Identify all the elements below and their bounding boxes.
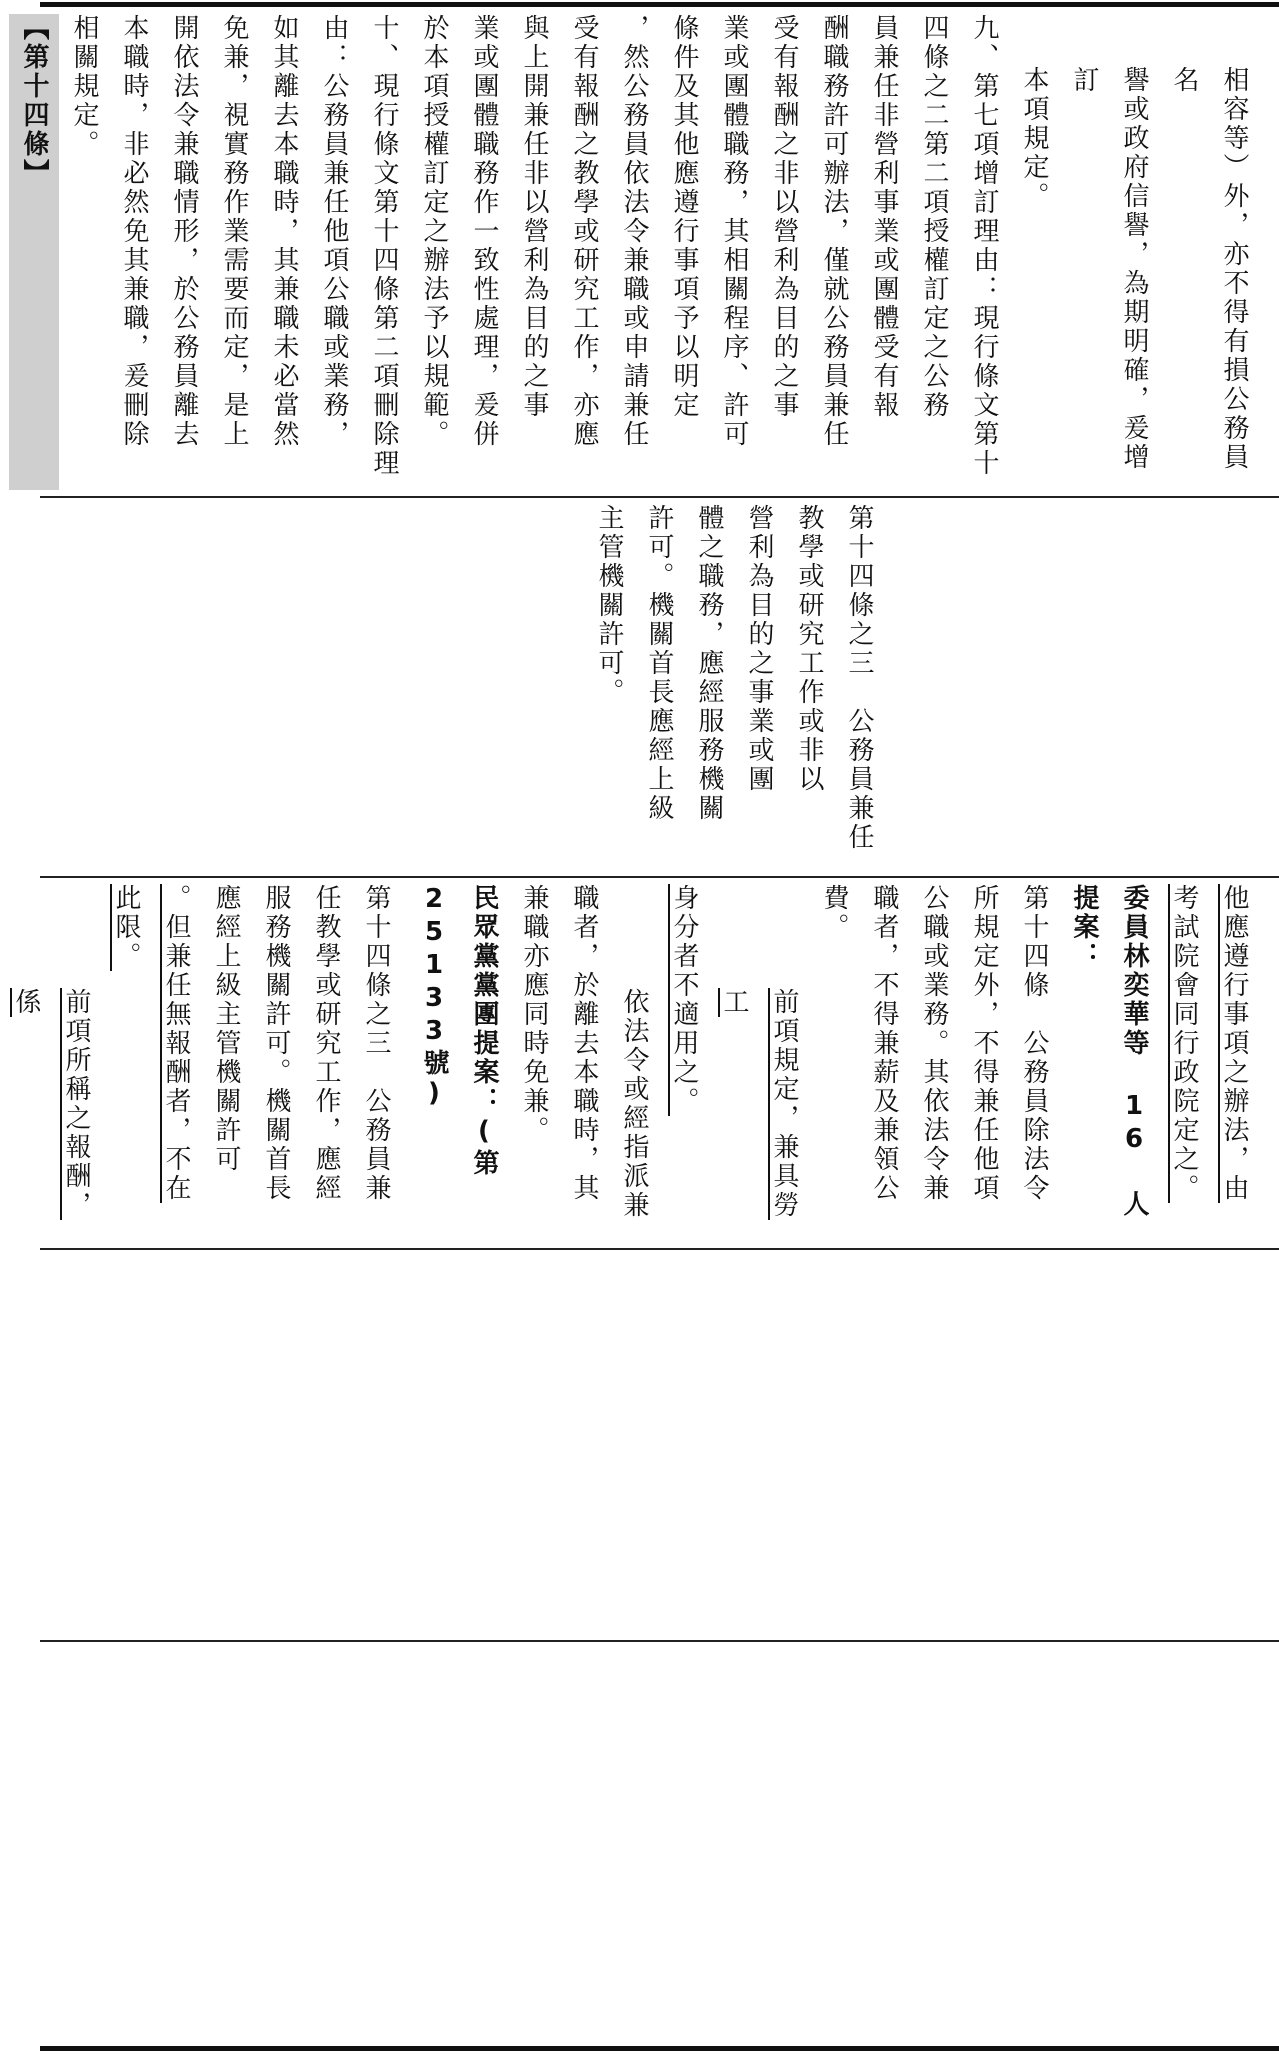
text-line: 十、現行條文第十四條第二項刪除理 — [369, 14, 399, 478]
text-line: 譽或政府信譽，為期明確，爰增訂 — [1069, 66, 1149, 472]
separator-3 — [40, 1248, 1279, 1250]
proposal-2-title: 民眾黨黨團提案：(第25133號) — [419, 884, 499, 1178]
text-line: 依法令或經指派兼 — [619, 988, 649, 1220]
article-line: 許可。機關首長應經上級 — [644, 504, 674, 823]
note-1 — [1009, 14, 1259, 490]
text-line: 任教學或研究工作，應經 — [311, 884, 341, 1203]
text-line: 如其離去本職時，其兼職未必當然 — [269, 14, 299, 449]
text-line: 受有報酬之非以營利為目的之事 — [769, 14, 799, 420]
separator-1 — [40, 496, 1279, 498]
separator-4 — [40, 1640, 1279, 1642]
text-line: 與上開兼任非以營利為目的之事 — [519, 14, 549, 420]
text-line: 相關規定。 — [69, 14, 99, 159]
text-line: 業或團體職務作一致性處理，爰併 — [469, 14, 499, 449]
text-line: 考試院會同行政院定之。 — [1169, 884, 1199, 1203]
text-line: 所規定外，不得兼任他項 — [969, 884, 999, 1203]
text-line: 酬職務許可辦法，僅就公務員兼任 — [819, 14, 849, 449]
current-article-column — [59, 504, 1259, 870]
text-line: 於本項授權訂定之辦法予以規範。 — [419, 14, 449, 449]
text-line: 受有報酬之教學或研究工作，亦應 — [569, 14, 599, 449]
text-line: 他應遵行事項之辦法，由 — [1219, 884, 1249, 1203]
text-line: 職者，於離去本職時，其 — [569, 884, 599, 1203]
text-line: 第十四條 公務員除法令 — [1019, 884, 1049, 1203]
top-rule — [40, 2, 1279, 7]
text-line: 此限。 — [111, 884, 141, 971]
text-line: 相容等）外，亦不得有損公務員名 — [1169, 66, 1249, 472]
text-line: 前項規定，兼具勞工 — [719, 988, 799, 1220]
text-line: 兼職亦應同時免兼。 — [519, 884, 549, 1145]
text-line: 公職或業務。其依法令兼 — [919, 884, 949, 1203]
text-line: 由：公務員兼任他項公職或業務， — [319, 14, 349, 449]
proposals-column — [11, 884, 1259, 1242]
article-line: 教學或研究工作或非以 — [794, 504, 824, 794]
text-line: 服務機關許可。機關首長 — [261, 884, 291, 1203]
text-line: 四條之二第二項授權訂定之公務 — [919, 14, 949, 420]
article-line: 體之職務，應經服務機關 — [694, 504, 724, 823]
article-line: 營利為目的之事業或團 — [744, 504, 774, 794]
text-line: 身分者不適用之。 — [669, 884, 699, 1116]
text-line: 前項所稱之報酬，係 — [11, 988, 91, 1220]
text-line: 員兼任非營利事業或團體受有報 — [869, 14, 899, 420]
explanation-column — [19, 14, 1259, 490]
text-line: 第十四條之三 公務員兼 — [361, 884, 391, 1203]
text-line: ，然公務員依法令兼職或申請兼任 — [619, 14, 649, 449]
text-line: 費。 — [819, 884, 849, 942]
text-line: 開依法令兼職情形，於公務員離去 — [169, 14, 199, 449]
bottom-rule — [40, 2046, 1279, 2051]
text-line: 九、第七項增訂理由：現行條文第十 — [969, 14, 999, 478]
note-2 — [409, 14, 1009, 490]
note-3 — [59, 14, 409, 490]
text-line: 本項規定。 — [1019, 66, 1049, 211]
separator-2 — [40, 876, 1279, 878]
article-line: 主管機關許可。 — [594, 504, 624, 707]
proposal-1-title: 委員林奕華等 16 人提案： — [1069, 884, 1149, 1219]
text-line: 條件及其他應遵行事項予以明定 — [669, 14, 699, 420]
text-line: 本職時，非必然免其兼職，爰刪除 — [119, 14, 149, 449]
text-line: 免兼，視實務作業需要而定，是上 — [219, 14, 249, 449]
text-line: 業或團體職務，其相關程序、許可 — [719, 14, 749, 449]
article-heading: 【第十四條】 — [9, 14, 59, 490]
article-line: 第十四條之三 公務員兼任 — [844, 504, 874, 852]
text-line: 。但兼任無報酬者，不在 — [161, 884, 191, 1203]
text-line: 應經上級主管機關許可 — [211, 884, 241, 1174]
text-line: 職者，不得兼薪及兼領公 — [869, 884, 899, 1203]
text-line — [0, 884, 1, 1242]
